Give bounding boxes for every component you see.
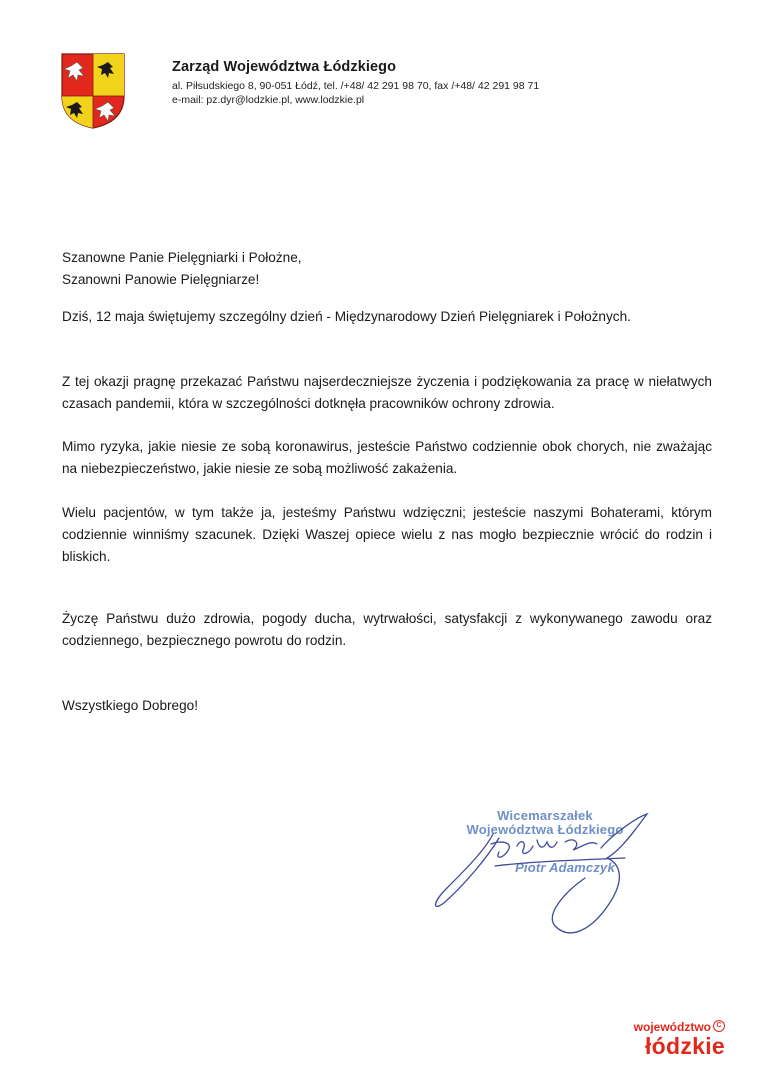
salutation-line-1: Szanowne Panie Pielęgniarki i Położne, <box>62 250 302 265</box>
brand-logo <box>634 1020 725 1058</box>
signer-title-line-1: Wicemarszałek <box>497 808 593 823</box>
brand-top-text <box>634 1020 725 1034</box>
organization-name: Zarząd Województwa Łódzkiego <box>172 59 397 75</box>
paragraph-4-text: Życzę Państwu dużo zdrowia, pogody ducha, wytrwałości, satysfakcji z wykonywanego zawodu oraz codziennego, bezpiecznego powrotu do rodzin. <box>62 611 712 648</box>
date-paragraph <box>62 306 712 328</box>
brand-mark-icon: C <box>713 1020 725 1032</box>
coat-of-arms-icon <box>60 52 126 130</box>
signer-title-line-2: Województwa Łódzkiego <box>466 822 624 837</box>
paragraph-2-text: Mimo ryzyka, jakie niesie ze sobą koronawirus, jesteście Państwo codziennie obok chorych, nie zważając na niebezpieczeństwo, jakie niesie ze sobą możliwość zakażenia. <box>62 439 712 476</box>
closing <box>62 695 712 717</box>
salutation <box>62 247 712 291</box>
salutation-line-2: Szanowni Panowie Pielęgniarze! <box>62 272 260 287</box>
brand-main-text: łódzkie <box>644 1033 725 1059</box>
paragraph-3 <box>62 502 712 568</box>
paragraph-4 <box>62 608 712 652</box>
paragraph-1 <box>62 371 712 415</box>
signer-name: Piotr Adamczyk <box>515 860 615 875</box>
signature-block <box>425 800 665 940</box>
organization-email: e-mail: pz.dyr@lodzkie.pl, www.lodzkie.pl <box>172 94 365 106</box>
paragraph-2 <box>62 436 712 480</box>
paragraph-3-text: Wielu pacjentów, w tym także ja, jesteśmy Państwu wdzięczni; jesteście naszymi Bohaterami, którym codziennie winniśmy szacunek. Dzięki Waszej opiece wielu z nas mogło bezpiecznie wrócić do rodzin i bliskich. <box>62 505 712 564</box>
handwritten-signature-icon <box>425 800 665 940</box>
organization-address: al. Piłsudskiego 8, 90-051 Łódź, tel. /+48/ 42 291 98 70, fax /+48/ 42 291 98 71 <box>172 80 540 92</box>
brand-top-label: województwo <box>633 1020 711 1034</box>
closing-text: Wszystkiego Dobrego! <box>62 698 198 713</box>
paragraph-1-text: Z tej okazji pragnę przekazać Państwu najserdeczniejsze życzenia i podziękowania za pracę w niełatwych czasach pandemii, która w szczególności dotknęła pracowników ochrony zdrowia. <box>62 374 712 411</box>
date-line: Dziś, 12 maja świętujemy szczególny dzień - Międzynarodowy Dzień Pielęgniarek i Położnych. <box>62 309 631 324</box>
